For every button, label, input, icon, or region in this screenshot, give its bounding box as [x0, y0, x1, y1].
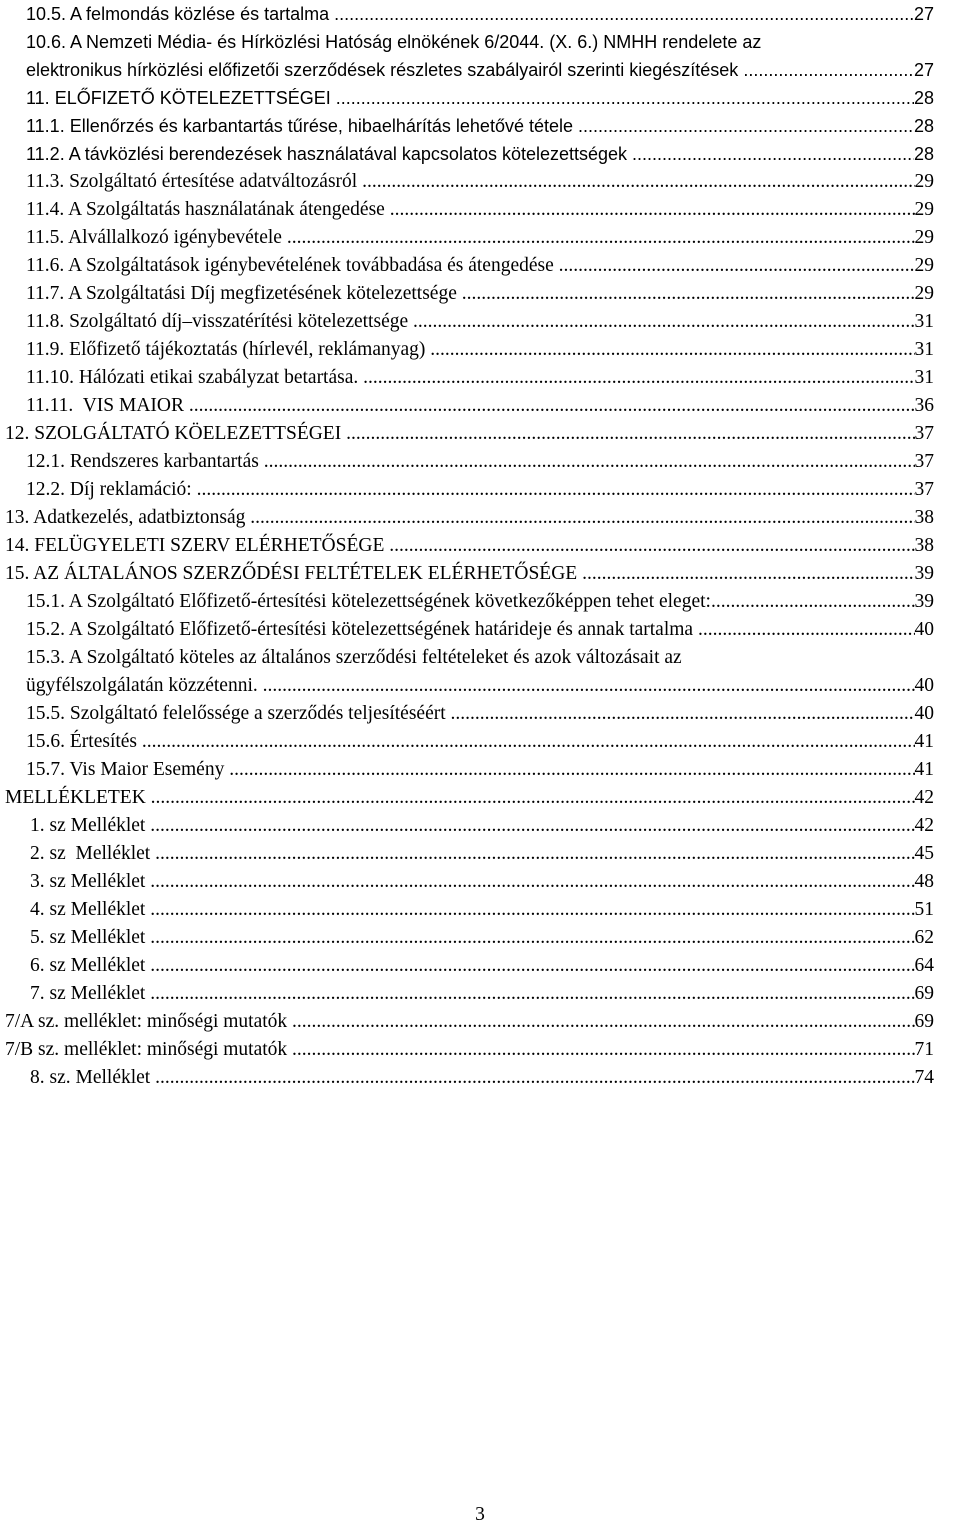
dot-leader [263, 672, 915, 700]
toc-entry-page: 31 [914, 311, 934, 332]
toc-entry-body [5, 1008, 934, 1036]
toc-entry-body [26, 0, 934, 28]
toc-entry-title: ügyfélszolgálatán közzétenni. [26, 675, 263, 696]
toc-entry-title: 15. AZ ÁLTALÁNOS SZERZŐDÉSI FELTÉTELEK ELÉRHETŐSÉGE [5, 563, 583, 584]
toc-entry-body [26, 336, 934, 364]
toc-entry[interactable] [0, 1008, 960, 1036]
dot-leader [142, 728, 915, 756]
toc-entry-title: 10.6. A Nemzeti Média- és Hírközlési Hatóság elnökének 6/2044. (X. 6.) NMHH rendelete az [26, 32, 762, 52]
dot-leader [743, 56, 914, 84]
toc-entry-page: 39 [914, 563, 934, 584]
toc-entry-title: 15.2. A Szolgáltató Előfizető-értesítési kötelezettségének határideje és annak tartalma [26, 619, 698, 640]
toc-entry-body [5, 532, 934, 560]
toc-entry-page: 29 [914, 255, 934, 276]
toc-entry-body [5, 560, 934, 588]
toc-entry[interactable] [0, 980, 960, 1008]
toc-entry-page: 38 [914, 507, 934, 528]
toc-entry[interactable] [0, 112, 960, 140]
toc-entry-title: 1. sz Melléklet [30, 815, 151, 836]
dot-leader [189, 392, 915, 420]
toc-entry-title: elektronikus hírközlési előfizetői szerződések részletes szabályairól szerinti kiegészítések [26, 60, 744, 80]
toc-entry-body [26, 448, 934, 476]
toc-entry-body [26, 280, 934, 308]
toc-entry-page: 28 [913, 144, 934, 164]
dot-leader [632, 140, 914, 168]
dot-leader [413, 308, 914, 336]
toc-entry-body [30, 896, 934, 924]
toc-entry-title: 15.1. A Szolgáltató Előfizető-értesítési kötelezettségének következőképpen tehet eleget: [26, 591, 711, 612]
toc-entry-page: 41 [914, 759, 934, 780]
dot-leader [229, 756, 914, 784]
toc-entry[interactable] [0, 252, 960, 280]
dot-leader [150, 896, 914, 924]
toc-entry-body [26, 364, 934, 392]
dot-leader [711, 588, 915, 616]
dot-leader [582, 560, 914, 588]
toc-entry-body [30, 924, 934, 952]
dot-leader [334, 0, 914, 28]
toc-entry-body [26, 196, 934, 224]
toc-entry-body [26, 308, 934, 336]
toc-entry[interactable] [0, 616, 960, 644]
toc-entry-title: 14. FELÜGYELETI SZERV ELÉRHETŐSÉGE [5, 535, 390, 556]
toc-entry-title: 5. sz Melléklet [30, 927, 151, 948]
toc-entry-page: 31 [914, 339, 934, 360]
toc-entry-body [30, 980, 934, 1008]
toc-entry-title: 7. sz Melléklet [30, 983, 151, 1004]
toc-entry[interactable] [0, 504, 960, 532]
toc-entry[interactable] [0, 560, 960, 588]
toc-entry-title: 4. sz Melléklet [30, 899, 151, 920]
dot-leader [150, 952, 914, 980]
toc-entry[interactable] [0, 336, 960, 364]
toc-entry-title: 11.6. A Szolgáltatások igénybevételének továbbadása és átengedése [26, 255, 559, 276]
toc-entry-title: 8. sz. Melléklet [30, 1067, 156, 1088]
dot-leader [150, 980, 914, 1008]
toc-entry-title: 10.5. A felmondás közlése és tartalma [26, 4, 335, 24]
toc-entry-page: 64 [914, 955, 934, 976]
dot-leader [462, 280, 915, 308]
toc-entry-body [26, 56, 934, 84]
toc-entry[interactable] [0, 700, 960, 728]
toc-entry-title: 3. sz Melléklet [30, 871, 151, 892]
toc-entry[interactable] [0, 1064, 960, 1092]
toc-entry[interactable] [0, 392, 960, 420]
dot-leader [150, 812, 914, 840]
dot-leader [451, 700, 915, 728]
toc-entry-body [26, 140, 934, 168]
toc-entry-body [30, 952, 934, 980]
toc-entry-page: 27 [913, 4, 934, 24]
toc-entry-page: 40 [914, 675, 934, 696]
dot-leader [150, 924, 914, 952]
toc-entry-body [30, 1064, 934, 1092]
toc-entry[interactable] [0, 476, 960, 504]
toc-entry-page: 29 [914, 283, 934, 304]
dot-leader [155, 840, 914, 868]
toc-entry-page: 31 [914, 367, 934, 388]
toc-entry-body [5, 1036, 934, 1064]
toc-entry-page: 27 [913, 60, 934, 80]
toc-entry-title: 15.7. Vis Maior Esemény [26, 759, 230, 780]
toc-entry-title: 15.5. Szolgáltató felelőssége a szerződés teljesítéséért [26, 703, 451, 724]
toc-entry-title: 12. SZOLGÁLTATÓ KÖELEZETTSÉGEI [5, 423, 347, 444]
toc-entry-title: 11.11. VIS MAIOR [26, 395, 189, 416]
dot-leader [578, 112, 914, 140]
toc-entry-title: 2. sz Melléklet [30, 843, 156, 864]
dot-leader [264, 448, 915, 476]
dot-leader [292, 1036, 914, 1064]
toc-entry-body [26, 224, 934, 252]
toc-entry-page: 37 [914, 479, 934, 500]
toc-entry-title: 13. Adatkezelés, adatbiztonság [5, 507, 251, 528]
dot-leader [150, 868, 914, 896]
toc-entry[interactable] [0, 224, 960, 252]
toc-entry-title: 11.2. A távközlési berendezések használatával kapcsolatos kötelezettségek [26, 144, 633, 164]
toc-entry-title: 7/A sz. melléklet: minőségi mutatók [5, 1011, 293, 1032]
toc-entry[interactable] [0, 28, 960, 56]
toc-entry[interactable] [0, 448, 960, 476]
toc-entry[interactable] [0, 812, 960, 840]
dot-leader [250, 504, 914, 532]
toc-entry[interactable] [0, 840, 960, 868]
toc-entry-page: 48 [914, 871, 934, 892]
toc-entry-page: 29 [914, 227, 934, 248]
toc-entry-title: 6. sz Melléklet [30, 955, 151, 976]
toc-entry[interactable] [0, 308, 960, 336]
toc-entry-page: 28 [913, 116, 934, 136]
toc-entry-page: 40 [914, 703, 934, 724]
toc-entry[interactable] [0, 364, 960, 392]
toc-entry-page: 69 [914, 1011, 934, 1032]
toc-entry[interactable] [0, 756, 960, 784]
toc-entry-body [26, 700, 934, 728]
toc-entry[interactable] [0, 0, 960, 28]
toc-entry-body [26, 168, 934, 196]
toc-entry-body [30, 868, 934, 896]
toc-entry[interactable] [0, 1036, 960, 1064]
toc-entry[interactable] [0, 588, 960, 616]
toc-entry-title: 11.10. Hálózati etikai szabályzat betartása. [26, 367, 364, 388]
toc-entry-title: 12.1. Rendszeres karbantartás [26, 451, 264, 472]
toc-entry-body [30, 840, 934, 868]
toc-entry-continuation[interactable] [0, 56, 960, 84]
dot-leader [336, 84, 914, 112]
dot-leader [389, 532, 914, 560]
dot-leader [363, 364, 914, 392]
toc-entry-page: 39 [914, 591, 934, 612]
toc-entry[interactable] [0, 84, 960, 112]
toc-entry[interactable] [0, 420, 960, 448]
dot-leader [151, 784, 915, 812]
toc-entry[interactable] [0, 140, 960, 168]
toc-entry-title: 11.8. Szolgáltató díj–visszatérítési kötelezettsége [26, 311, 414, 332]
dot-leader [698, 616, 915, 644]
toc-entry[interactable] [0, 280, 960, 308]
toc-entry[interactable] [0, 868, 960, 896]
toc-entry-page: 41 [914, 731, 934, 752]
toc-entry-title: 15.3. A Szolgáltató köteles az általános szerződési feltételeket és azok változásait az [26, 647, 682, 668]
toc-entry-body [26, 588, 934, 616]
dot-leader [559, 252, 915, 280]
toc-entry-page: 40 [914, 619, 934, 640]
toc-entry-page: 42 [914, 787, 934, 808]
toc-entry-body [5, 784, 934, 812]
toc-entry-title: 15.6. Értesítés [26, 731, 142, 752]
toc-entry-body [26, 756, 934, 784]
toc-entry-page: 29 [914, 199, 934, 220]
toc-entry-body [26, 728, 934, 756]
toc-entry-body [26, 616, 934, 644]
toc-entry-page: 69 [914, 983, 934, 1004]
toc-entry-body [26, 392, 934, 420]
toc-entry[interactable] [0, 196, 960, 224]
toc-entry[interactable] [0, 168, 960, 196]
toc-entry[interactable] [0, 728, 960, 756]
dot-leader [155, 1064, 914, 1092]
toc-entry-title: 11.7. A Szolgáltatási Díj megfizetésének kötelezettsége [26, 283, 462, 304]
page-number: 3 [475, 1504, 485, 1525]
toc-entry[interactable] [0, 924, 960, 952]
toc-entry-page: 42 [914, 815, 934, 836]
toc-entry-title: 7/B sz. melléklet: minőségi mutatók [5, 1039, 293, 1060]
toc-entry-title: 11.1. Ellenőrzés és karbantartás tűrése, hibaelhárítás lehetővé tétele [26, 116, 578, 136]
toc-entry-body [26, 672, 934, 700]
dot-leader [390, 196, 915, 224]
toc-entry-page: 36 [914, 395, 934, 416]
toc-entry-page: 29 [914, 171, 934, 192]
dot-leader [346, 420, 914, 448]
toc-entry[interactable] [0, 784, 960, 812]
toc-entry-title: 12.2. Díj reklamáció: [26, 479, 197, 500]
toc-entry-page: 74 [914, 1067, 934, 1088]
toc-entry-body [26, 252, 934, 280]
toc-entry-page: 62 [914, 927, 934, 948]
toc-entry-body [5, 420, 934, 448]
toc-entry-body [26, 112, 934, 140]
toc-entry-body [5, 504, 934, 532]
toc-entry-body [26, 84, 934, 112]
dot-leader [292, 1008, 914, 1036]
toc-entry-title: 11.3. Szolgáltató értesítése adatváltozásról [26, 171, 363, 192]
dot-leader [287, 224, 915, 252]
toc-entry-page: 37 [914, 451, 934, 472]
toc-entry-title: 11.9. Előfizető tájékoztatás (hírlevél, reklámanyag) [26, 339, 431, 360]
dot-leader [430, 336, 914, 364]
dot-leader [197, 476, 915, 504]
toc-entry[interactable] [0, 952, 960, 980]
toc-entry-continuation[interactable] [0, 672, 960, 700]
toc-entry-page: 38 [914, 535, 934, 556]
toc-entry-body [30, 812, 934, 840]
toc-entry[interactable] [0, 644, 960, 672]
toc-entry-page: 37 [914, 423, 934, 444]
toc-entry-page: 51 [914, 899, 934, 920]
toc-entry-title: 11.4. A Szolgáltatás használatának átengedése [26, 199, 390, 220]
toc-entry-page: 71 [914, 1039, 934, 1060]
toc-entry-body [26, 476, 934, 504]
toc-entry-title: 11. ELŐFIZETŐ KÖTELEZETTSÉGEI [26, 88, 336, 108]
toc-entry-title: MELLÉKLETEK [5, 787, 151, 808]
toc-entry-page: 45 [914, 843, 934, 864]
toc-entry[interactable] [0, 896, 960, 924]
dot-leader [362, 168, 914, 196]
toc-entry-title: 11.5. Alvállalkozó igénybevétele [26, 227, 287, 248]
toc-entry[interactable] [0, 532, 960, 560]
toc-entry-page: 28 [913, 88, 934, 108]
